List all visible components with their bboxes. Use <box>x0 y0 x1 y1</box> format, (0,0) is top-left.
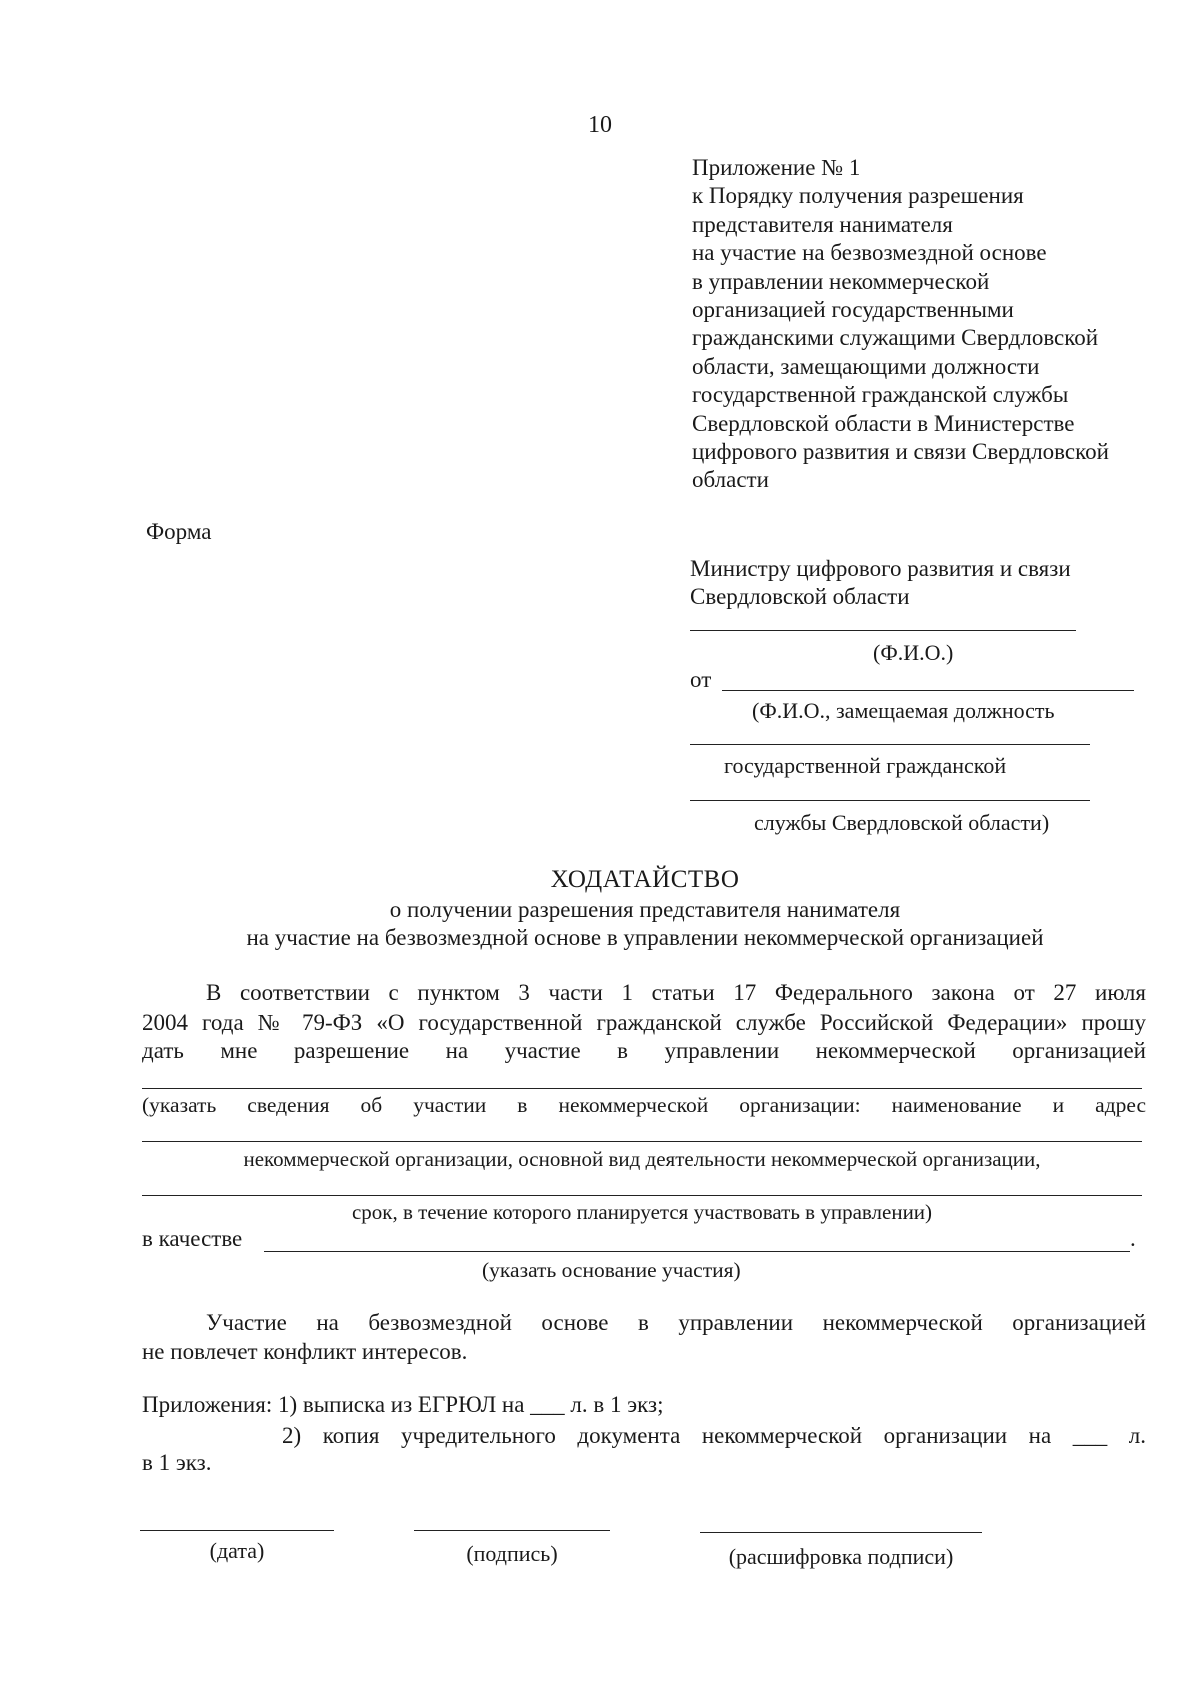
paragraph-2-line-2: не повлечет конфликт интересов. <box>142 1339 468 1364</box>
attachments-item-2-line-2: в 1 экз. <box>142 1450 212 1475</box>
appendix-line: области, замещающими должности <box>692 353 1040 379</box>
organization-info-hint-3: срок, в течение которого планируется участвовать в управлении) <box>351 1200 933 1224</box>
appendix-line: на участие на безвозмездной основе <box>692 240 1047 266</box>
from-label: от <box>690 667 712 692</box>
organization-info-field-2[interactable] <box>142 1141 1142 1142</box>
organization-info-field-3[interactable] <box>142 1195 1142 1196</box>
addressee-line1: Министру цифрового развития и связи <box>690 556 1071 581</box>
from-hint-3: службы Свердловской области) <box>754 810 1050 835</box>
appendix-line: гражданскими служащими Свердловской <box>692 325 1099 351</box>
capacity-period: . <box>1130 1226 1136 1251</box>
document-title: ХОДАТАЙСТВО <box>550 866 740 893</box>
appendix-line: области <box>692 467 769 493</box>
document-subtitle-2: на участие на безвозмездной основе в управлении некоммерческой организацией <box>246 925 1044 950</box>
from-hint-1: (Ф.И.О., замещаемая должность <box>752 698 1055 723</box>
minister-fio-field[interactable] <box>690 630 1076 631</box>
capacity-hint: (указать основание участия) <box>482 1258 741 1282</box>
organization-info-hint-1: (указать сведения об участии в некоммерческой организации: наименование и адрес <box>142 1093 1146 1117</box>
signature-label: (подпись) <box>466 1541 558 1566</box>
date-field[interactable] <box>140 1530 334 1531</box>
service-field[interactable] <box>690 800 1090 801</box>
position-field[interactable] <box>690 744 1090 745</box>
page-number: 10 <box>588 112 612 138</box>
signature-decoding-label: (расшифровка подписи) <box>728 1544 954 1569</box>
organization-info-hint-2: некоммерческой организации, основной вид деятельности некоммерческой организации, <box>243 1147 1041 1171</box>
appendix-line: в управлении некоммерческой <box>692 268 990 294</box>
appendix-line: государственной гражданской службы <box>692 382 1069 408</box>
addressee-block <box>690 555 1071 611</box>
addressee-line2: Свердловской области <box>690 584 910 609</box>
appendix-line: Приложение № 1 <box>692 155 861 180</box>
appendix-line: представителя нанимателя <box>692 211 953 237</box>
document-subtitle-1: о получении разрешения представителя нанимателя <box>389 897 901 922</box>
paragraph-1-line-1: В соответствии с пунктом 3 части 1 статьи 17 Федерального закона от 27 июля <box>206 980 1146 1005</box>
appendix-line: организацией государственными <box>692 297 1014 323</box>
from-hint-2: государственной гражданской <box>724 753 1007 778</box>
form-label: Форма <box>146 519 212 544</box>
appendix-line: цифрового развития и связи Свердловской <box>692 439 1109 465</box>
date-label: (дата) <box>209 1538 265 1563</box>
paragraph-2-line-1: Участие на безвозмездной основе в управлении некоммерческой организацией <box>206 1310 1146 1335</box>
attachments-item-1: Приложения: 1) выписка из ЕГРЮЛ на ___ л. в 1 экз; <box>142 1392 664 1417</box>
appendix-line: к Порядку получения разрешения <box>692 183 1024 209</box>
organization-info-field-1[interactable] <box>142 1088 1142 1089</box>
attachments-item-2-line-1: 2) копия учредительного документа некоммерческой организации на ___ л. <box>282 1423 1146 1448</box>
capacity-label: в качестве <box>142 1226 243 1251</box>
paragraph-1-line-3: дать мне разрешение на участие в управлении некоммерческой организацией <box>142 1038 1146 1063</box>
capacity-field[interactable] <box>264 1251 1130 1252</box>
fio-hint: (Ф.И.О.) <box>873 640 954 665</box>
appendix-heading <box>692 154 1109 495</box>
from-fio-field[interactable] <box>722 690 1134 691</box>
signature-decoding-field[interactable] <box>700 1532 982 1533</box>
appendix-line: Свердловской области в Министерстве <box>692 410 1075 436</box>
signature-field[interactable] <box>414 1530 610 1531</box>
paragraph-1-line-2: 2004 года № 79-ФЗ «О государственной гражданской службе Российской Федерации» прошу <box>142 1010 1146 1035</box>
